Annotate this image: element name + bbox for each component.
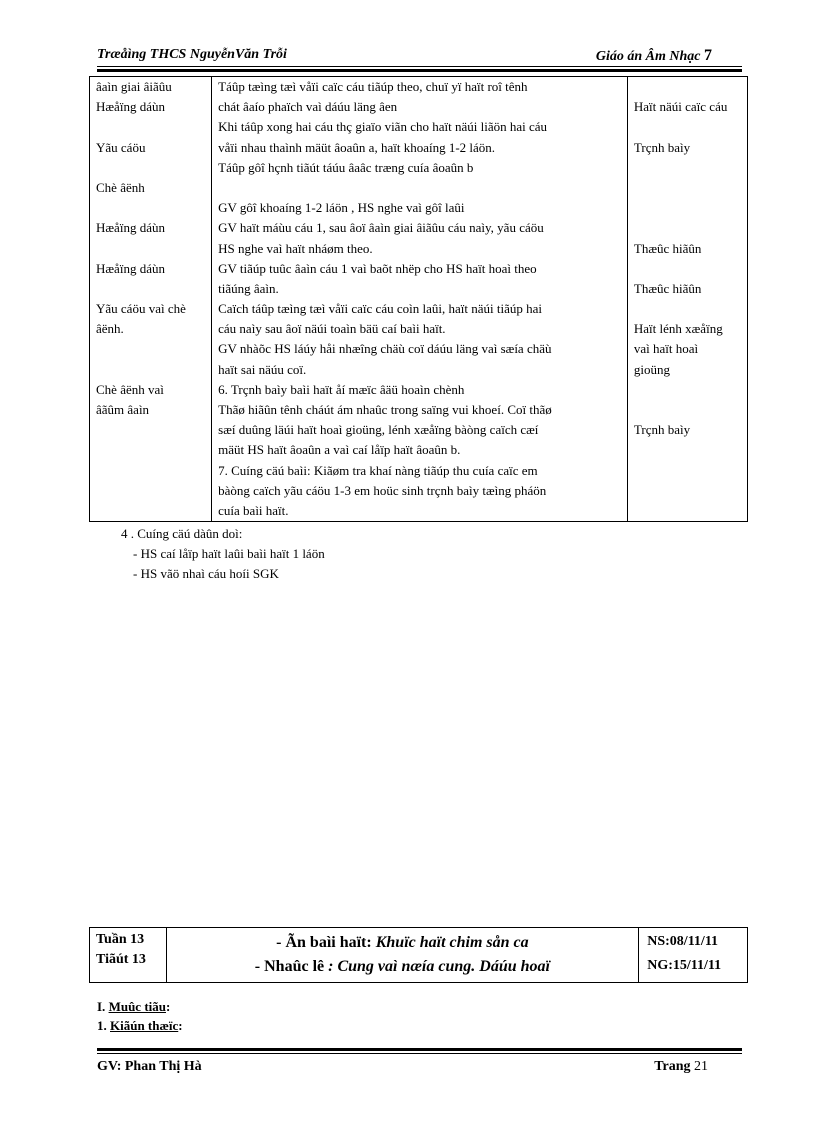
cell-line: Hæåïng dáùn bbox=[96, 220, 165, 236]
table-row bbox=[90, 77, 748, 522]
header-rule-thick bbox=[97, 69, 742, 72]
consolidation-section bbox=[121, 524, 325, 584]
header-school: Træåìng THCS NguyễnVăn Trỗi bbox=[97, 47, 287, 62]
cell-line: âãûm âaìn bbox=[96, 402, 150, 417]
cell-line: cáu naìy sau âoï näúi toaìn bäü caí baìi haït. bbox=[218, 321, 446, 337]
cell-line: cuía baìi haït. bbox=[218, 502, 289, 518]
cell-line: Táûp tæìng tæì våïi caïc cáu tiãúp theo, chuï yï haït roî tênh bbox=[218, 79, 528, 94]
cell-line: GV gôî khoaíng 1-2 láön , HS nghe vaì gôî laûi bbox=[218, 200, 465, 216]
footer-rule-thick bbox=[97, 1048, 742, 1051]
cell-line: 6. Trçnh baìy baìi haït åí mæïc âäü hoaìn chènh bbox=[218, 381, 465, 397]
lesson-title-cell bbox=[166, 928, 639, 983]
cell-line: Thæûc hiãûn bbox=[633, 280, 702, 296]
lesson-dates-cell bbox=[639, 928, 748, 983]
cell-line: chát âaío phaïch vaì dáúu läng âen bbox=[218, 99, 398, 115]
cell-line: Hæåïng dáùn bbox=[96, 260, 165, 276]
cell-line bbox=[634, 117, 741, 137]
knowledge-heading-text: Kiãún thæïc bbox=[110, 1018, 179, 1033]
lesson-period: Tiãút 13 bbox=[96, 952, 146, 967]
cell-line: âënh. bbox=[96, 321, 124, 337]
cell-line bbox=[96, 279, 205, 299]
cell-line bbox=[96, 239, 205, 259]
lesson-header-table bbox=[89, 927, 748, 983]
lesson-week: Tuần 13 bbox=[96, 932, 145, 947]
cell-line: bàòng caïch yãu cáöu 1-3 em hoüc sinh trçnh baìy tæìng pháön bbox=[218, 482, 547, 498]
consolidation-title: 4 . Cuíng cäú dàûn doì: bbox=[121, 526, 243, 541]
objectives-heading-text: Muûc tiãu bbox=[108, 999, 166, 1014]
footer-page bbox=[654, 1059, 708, 1075]
cell-line: våïi nhau thaình mäüt âoaûn a, haït khoaíng 1-2 láön. bbox=[218, 139, 496, 155]
cell-line bbox=[96, 158, 205, 178]
cell-line bbox=[634, 198, 741, 218]
lesson-line2-prefix: - Nhaûc lê bbox=[254, 958, 329, 975]
footer-rule-thin bbox=[97, 1053, 742, 1054]
lesson-line2-title: : Cung vaì næía cung. Dáúu hoaï bbox=[328, 958, 550, 975]
footer-page-label: Trang bbox=[654, 1059, 691, 1074]
cell-line: vaì haït hoaì bbox=[633, 341, 699, 357]
knowledge-heading-num: 1. bbox=[97, 1018, 107, 1033]
cell-line bbox=[634, 400, 741, 420]
cell-line: mäüt HS haït âoaûn a vaì caí låïp haït âoaûn b. bbox=[218, 442, 461, 458]
cell-line: Haït lénh xæåïng bbox=[633, 321, 723, 337]
cell-line bbox=[634, 178, 741, 198]
cell-line: Thæûc hiãûn bbox=[633, 240, 702, 256]
cell-line: Táûp gôî hçnh tiãút táúu âaâc træng cuía âoaûn b bbox=[218, 159, 474, 175]
knowledge-heading: 1. Kiãún thæïc: bbox=[97, 1018, 183, 1033]
cell-line: Hæåïng dáùn bbox=[96, 99, 165, 115]
teacher-activity-column bbox=[90, 77, 212, 522]
cell-line: Trçnh baìy bbox=[633, 422, 691, 438]
lesson-ns-date: NS:08/11/11 bbox=[647, 934, 719, 949]
header-subject bbox=[596, 47, 712, 65]
cell-line: GV nhàõc HS láúy håi nhæîng chäù coï dáúu läng vaì sæía chäù bbox=[218, 341, 552, 357]
cell-line bbox=[634, 380, 741, 400]
cell-line: Chè âënh vaì bbox=[96, 381, 164, 397]
student-activity-column bbox=[627, 77, 747, 522]
cell-line bbox=[96, 360, 205, 380]
content-column bbox=[212, 77, 628, 522]
lesson-period-cell bbox=[90, 928, 167, 983]
lesson-title-line2 bbox=[171, 955, 635, 979]
cell-line: Yãu cáöu vaì chè bbox=[96, 301, 186, 317]
cell-line: gioüng bbox=[633, 361, 670, 377]
cell-line bbox=[218, 178, 621, 198]
consolidation-item: - HS caí låïp haït laûi baìi haït 1 láön bbox=[133, 546, 325, 561]
cell-line: haït sai näúu coï. bbox=[218, 361, 307, 377]
objectives-heading-num: I. bbox=[97, 999, 106, 1014]
cell-line: GV tiãúp tuûc âaìn cáu 1 vaì baõt nhëp cho HS haït hoaì theo bbox=[218, 260, 537, 276]
lesson-ng-date: NG:15/11/11 bbox=[647, 958, 722, 973]
cell-line: sæí duûng läúi haït hoaì gioüng, lénh xæåïng bàòng caïch cæí bbox=[218, 422, 539, 438]
cell-line: GV haït máùu cáu 1, sau âoï âaìn giai âiãûu cáu naìy, yãu cáöu bbox=[218, 220, 544, 236]
footer-page-number: 21 bbox=[694, 1059, 708, 1074]
header-rule-thin bbox=[97, 66, 742, 67]
activity-table bbox=[89, 76, 748, 522]
header-subject-text: Giáo án Âm Nhạc bbox=[595, 49, 701, 64]
cell-line: Caïch táûp tæìng tæì våïi caïc cáu coìn laûi, haït näúi tiãúp hai bbox=[218, 301, 542, 317]
lesson-line1-prefix: - Ãn baìi haït: bbox=[276, 934, 376, 951]
cell-line: Chè âënh bbox=[96, 179, 145, 195]
cell-line bbox=[96, 339, 205, 359]
footer-teacher: GV: Phan Thị Hà bbox=[97, 1059, 202, 1074]
cell-line bbox=[634, 218, 741, 238]
cell-line bbox=[96, 117, 205, 137]
cell-line bbox=[634, 299, 741, 319]
lesson-title-line1 bbox=[171, 931, 635, 955]
cell-line: Khi táûp xong hai cáu thç giaïo viãn cho haït näúi liãön hai cáu bbox=[218, 119, 548, 135]
cell-line: Haït näúi caïc cáu bbox=[633, 99, 728, 115]
cell-line bbox=[634, 77, 741, 97]
cell-line: tiãúng âaìn. bbox=[218, 280, 279, 296]
cell-line bbox=[634, 259, 741, 279]
objectives-heading: I. Muûc tiãu: bbox=[97, 999, 171, 1014]
cell-line: Thãø hiãûn tênh cháút ám nhaûc trong saïng vui khoeí. Coï thãø bbox=[218, 402, 552, 417]
cell-line: HS nghe vaì haït nháøm theo. bbox=[218, 240, 373, 256]
cell-line: 7. Cuíng cäú baìi: Kiãøm tra khaí nàng tiãúp thu cuía caïc em bbox=[218, 462, 538, 478]
cell-line bbox=[96, 198, 205, 218]
cell-line: Yãu cáöu bbox=[96, 139, 146, 155]
cell-line: Trçnh baìy bbox=[633, 139, 691, 155]
consolidation-item: - HS vãö nhaì cáu hoíi SGK bbox=[133, 566, 279, 581]
cell-line: âaìn giai âiãûu bbox=[96, 79, 172, 94]
lesson-line1-title: Khuïc haït chim sån ca bbox=[375, 934, 529, 951]
header-grade: 7 bbox=[704, 47, 712, 64]
cell-line bbox=[634, 158, 741, 178]
